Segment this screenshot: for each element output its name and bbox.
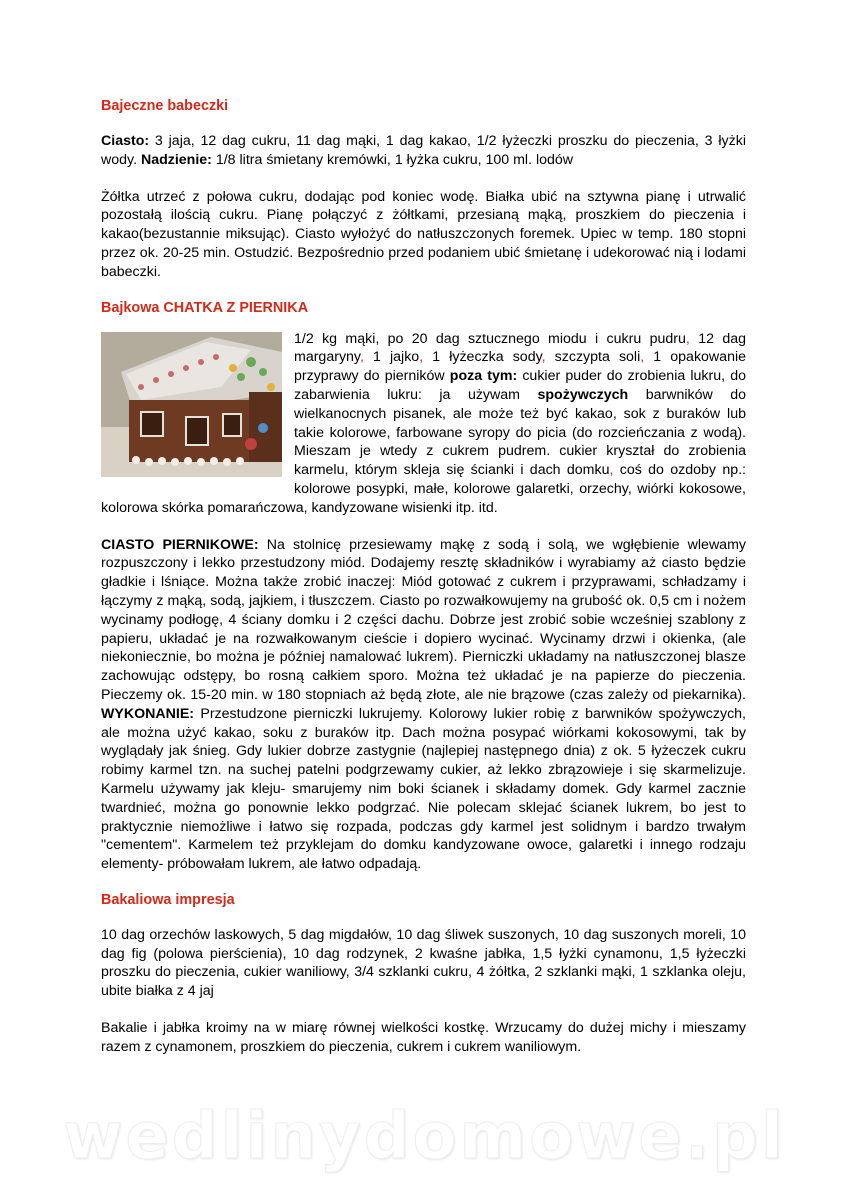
recipe-heading-chatka: Bajkowa CHATKA Z PIERNIKA <box>101 299 309 316</box>
filling-label: Nadzienie: <box>140 151 212 168</box>
babeczki-method: Żółtka utrzeć z połowa cukru, dodając pod koniec wodę. Białka ubić na sztywna pianę i utrwalić pozostałą ilością cukru. Pianę połączyć z żółtkami, przesianą mąką, proszkiem do pieczenia i kakao(bezustannie miksując). Ciasto wyłożyć do natłuszczonych foremek. Upiec w temp. 180 stopni przez ok. 20-25 min. Ostudzić. Bezpośrednio przed podaniem ubić śmietanę i udekorować nią i lodami babeczki. <box>101 188 746 280</box>
babeczki-ingredients: Ciasto: 3 jaja, 12 dag cukru, 11 dag mąki, 1 dag kakao, 1/2 łyżeczki proszku do pieczenia, 3 łyżki wody. Nadzienie: 1/8 litra śmietany kremówki, 1 łyżka cukru, 100 ml. lodów <box>101 133 746 168</box>
site-watermark: wedlinydomowe.pl <box>63 1100 786 1174</box>
bakaliowa-ingredients: 10 dag orzechów laskowych, 5 dag migdałów, 10 dag śliwek suszonych, 10 dag suszonych moreli, 10 dag fig (polowa pierścienia), 10 dag rodzynek, 2 kwaśne jabłka, 1,5 łyżki cynamonu, 1,5 łyżeczki proszku do pieczenia, cukier waniliowy, 3/4 szklanki cukru, 4 żółtka, 2 szklanki mąki, 1 szklanka oleju, ubite białka z 4 jaj <box>101 926 746 1000</box>
document-page <box>101 98 746 1057</box>
dough-section-label: CIASTO PIERNIKOWE: <box>101 536 259 553</box>
chatka-method: CIASTO PIERNIKOWE: Na stolnicę przesiewamy mąkę z sodą i solą, we wgłębienie wlewamy rozpuszczony i lekko przestudzony miód. Dodajemy resztę składników i wyrabiamy aż ciasto będzie gładkie i lśniące. Można także zrobić inaczej: Miód gotować z cukrem i przyprawami, schładzamy i łączymy z mąką, sodą, jajkiem, i tłuszczem. Ciasto po rozwałkowujemy na grubość ok. 0,5 cm i nożem wycinamy podłogę, 4 ściany domku i 2 części dachu. Dobrze jest zrobić sobie wcześniej szablony z papieru, układać je na rozwałkowanym cieście i dopiero wycinać. Wycinamy drzwi i okienka, (ale niekoniecznie, bo można je później namalować lukrem). Pierniczki układamy na natłuszczonej blasze zachowując odstępy, bo rosną całkiem sporo. Można też układać je na papierze do pieczenia. Pieczemy ok. 15-20 min. w 180 stopniach aż będą złote, ale nie brązowe (czas zależy od piekarnika). WYKONANIE: Przestudzone pierniczki lukrujemy. Kolorowy lukier robię z barwników spożywczych, ale można użyć kakao, soku z buraków itp. Dach można posypać wiórkami kokosowymi, tak by wyglądały jak śnieg. Gdy lukier dobrze zastygnie (najlepiej następnego dnia) z ok. 5 łyżeczek cukru robimy karmel tzn. na suchej patelni podgrzewamy cukier, aż lekko zbrązowieje i się skarmelizuje. Karmelu używamy jak kleju- smarujemy nim boki ścianek i składamy domek. Gdy karmel zacznie twardnieć, można go ponownie lekko podgrzać. Nie polecam sklejać ścianek lukrem, bo jest to praktycznie niemożliwe i łatwo się rozpada, podczas gdy karmel jest solidnym i bardzo trwałym "cementem". Karmelem też przyklejam do domku kandyzowane owoce, galaretki i innego rodzaju elementy- próbowałam lukrem, ale łatwo odpadają. <box>101 536 746 873</box>
chatka-ingredients: 1/2 kg mąki, po 20 dag sztucznego miodu i cukru pudru, 12 dag margaryny, 1 jajko, 1 łyżeczka sody, szczypta soli, 1 opakowanie przyprawy do pierników poza tym: cukier puder do zrobienia lukru, do zabarwienia lukru: ja używam spożywczych barwników do wielkanocnych pisanek, ale może też być kakao, sok z buraków lub takie kolorowe, farbowane syropy do picia (do rozcieńczania z wodą). Mieszam je wtedy z cukrem pudrem. cukier kryształ do zrobienia karmelu, którym skleja się ścianki i dach domku, coś do ozdoby np.: kolorowe posypki, małe, kolorowe galaretki, orzechy, wiórki kokosowe, kolorowa skórka pomarańczowa, kandyzowane wisienki itp. itd. <box>101 330 747 516</box>
dough-label: Ciasto: <box>101 133 150 149</box>
assembly-section-label: WYKONANIE: <box>101 705 195 722</box>
gingerbread-house-icon <box>101 332 282 477</box>
bakaliowa-method: Bakalie i jabłka kroimy na w miarę równej wielkości kostkę. Wrzucamy do dużej michy i mieszamy razem z cynamonem, proszkiem do pieczenia, cukrem i cukrem waniliowym. <box>101 1020 746 1055</box>
recipe-heading-bakaliowa: Bakaliowa impresja <box>101 891 235 908</box>
gingerbread-house-photo <box>101 332 282 477</box>
recipe-heading-babeczki: Bajeczne babeczki <box>101 98 229 114</box>
